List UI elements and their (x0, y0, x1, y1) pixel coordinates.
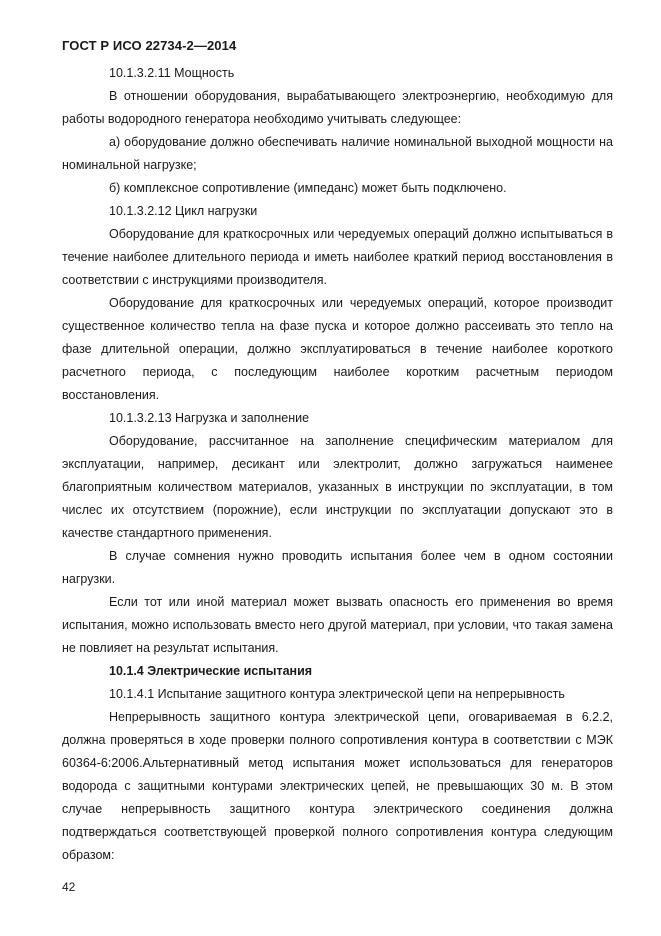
section-heading-power: 10.1.3.2.11 Мощность (109, 66, 235, 80)
section-heading-electrical-tests: 10.1.4 Электрические испытания (109, 664, 313, 678)
section-heading-continuity-test: 10.1.4.1 Испытание защитного контура электрической цепи на непрерывность (109, 687, 565, 701)
page-number: 42 (62, 880, 76, 894)
paragraph-load-filling-1: Оборудование, рассчитанное на заполнение специфическим материалом для эксплуатации, например, десикант или электролит, должно загружаться наименее благоприятным количеством материалов, указанных в инструкции по эксплуатации, в том числес их отсутствием (порожние), если инструкции по эксплуатации допускают это в качестве стандартного применения. (62, 434, 613, 540)
paragraph-load-filling-3: Если тот или иной материал может вызвать опасность его применения во время испытания, можно использовать вместо него другой материал, при условии, что такая замена не повлияет на результат испытания. (62, 595, 613, 655)
document-body (62, 62, 613, 867)
paragraph-load-filling-2: В случае сомнения нужно проводить испытания более чем в одном состоянии нагрузки. (62, 549, 613, 586)
section-heading-load-filling: 10.1.3.2.13 Нагрузка и заполнение (109, 411, 310, 425)
paragraph-load-cycle-1: Оборудование для краткосрочных или чередуемых операций должно испытываться в течение наиболее длительного периода и иметь наиболее краткий период восстановления в соответствии с инструкциями производителя. (62, 227, 613, 287)
paragraph-load-cycle-2: Оборудование для краткосрочных или чередуемых операций, которое производит существенное количество тепла на фазе пуска и которое должно рассеивать это тепло на фазе длительной операции, должно эксплуатироваться в течение наиболее короткого расчетного периода, с последующим наиболее коротким расчетным периодом восстановления. (62, 296, 613, 402)
paragraph-power-intro: В отношении оборудования, вырабатывающего электроэнергию, необходимую для работы водородного генератора необходимо учитывать следующее: (62, 89, 613, 126)
paragraph-continuity-test: Непрерывность защитного контура электрической цепи, оговариваемая в 6.2.2, должна проверяться в ходе проверки полного сопротивления контура в соответствии с МЭК 60364-6:2006.Альтернативный метод испытания может использоваться для генераторов водорода с защитными контурами электрических цепей, не превышающих 30 м. В этом случае непрерывность защитного контура электрического соединения должна подтверждаться соответствующей проверкой полного сопротивления контура следующим образом: (62, 710, 613, 862)
list-item-b: б) комплексное сопротивление (импеданс) может быть подключено. (109, 181, 507, 195)
document-code-header: ГОСТ Р ИСО 22734-2—2014 (62, 38, 237, 53)
list-item-a: а) оборудование должно обеспечивать наличие номинальной выходной мощности на номинальной нагрузке; (62, 135, 613, 172)
section-heading-load-cycle: 10.1.3.2.12 Цикл нагрузки (109, 204, 258, 218)
